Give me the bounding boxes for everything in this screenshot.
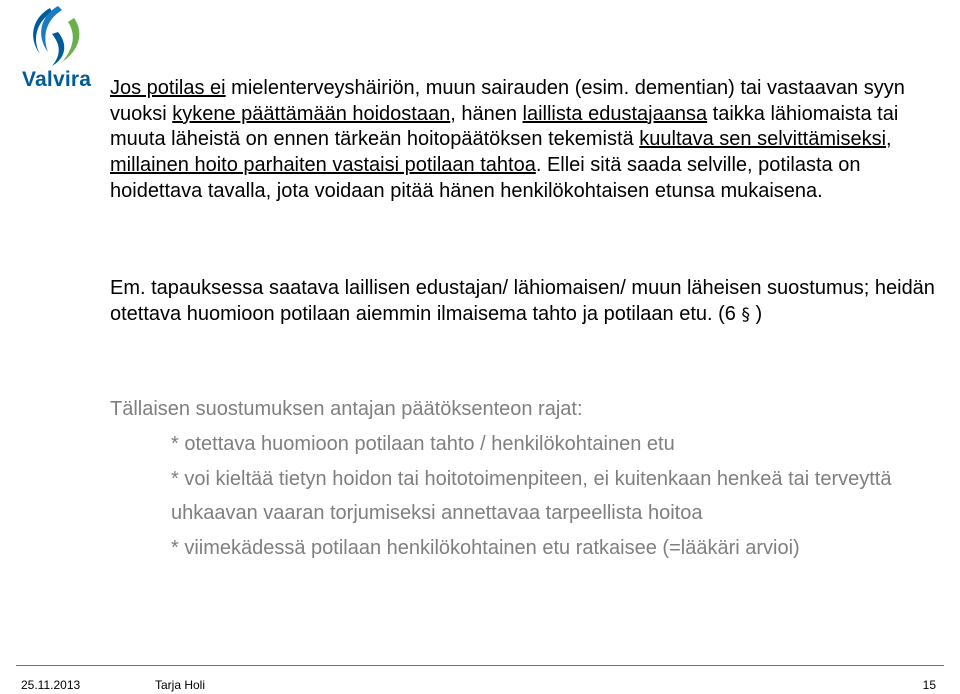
footer-rule — [16, 665, 944, 666]
section-mark: § — [741, 304, 750, 325]
paragraph1-text-d: . Ellei sitä saada selville, potilasta on hoidettava tavalla, jota voidaan pitää hänen henkilökohtaisen etunsa mukaisena. — [110, 154, 861, 202]
paragraph1-text-a: mielenterveyshäiriön, muun sairauden (esim. dementian) tai vastaavan syyn vuoksi — [110, 77, 905, 125]
paragraph2-end: ) — [749, 302, 763, 325]
paragraph2-text: Em. tapauksessa saatava laillisen edustajan/ lähiomaisen/ muun läheisen suostumus; heidän otettava huomioon potilaan aiemmin ilmaisema tahto ja potilaan etu. (6 — [110, 277, 935, 325]
footer-page-number: 15 — [922, 678, 936, 692]
paragraph1-underlined-hearing: kuultava sen selvittämiseksi, millainen hoito parhaiten vastaisi potilaan tahtoa — [110, 128, 892, 177]
logo-text: Valvira — [22, 68, 92, 91]
limits-heading: Tällaisen suostumuksen antajan päätöksenteon rajat: — [110, 398, 583, 420]
footer-date: 25.11.2013 — [21, 678, 81, 692]
paragraph1-underlined-cannot-decide: kykene päättämään hoidostaan — [172, 102, 451, 125]
paragraph1-lead: Jos potilas ei — [110, 77, 226, 99]
footer-author: Tarja Holi — [155, 678, 206, 692]
limits-item: * viimekädessä potilaan henkilökohtainen etu ratkaisee (=lääkäri arvioi) — [171, 536, 800, 559]
paragraph1-text-b: , hänen — [450, 102, 523, 125]
valvira-logo-mark — [22, 4, 102, 70]
paragraph1-text-c: taikka lähiomaista tai muuta läheistä on ennen tärkeän hoitopäätöksen tekemistä — [110, 102, 899, 151]
limits-item: * otettava huomioon potilaan tahto / henkilökohtainen etu — [171, 433, 675, 455]
paragraph-patient-consent — [110, 76, 940, 205]
limits-item: * voi kieltää tietyn hoidon tai hoitotoimenpiteen, ei kuitenkaan henkeä tai terveyttä uhkaavan vaaran torjumiseksi annettavaa tarpeellista hoitoa — [171, 467, 892, 524]
paragraph-consent-source — [110, 276, 940, 328]
limits-list — [171, 427, 941, 565]
valvira-logo — [22, 4, 102, 94]
paragraph1-underlined-legal-rep: laillista edustajaansa — [522, 102, 708, 125]
